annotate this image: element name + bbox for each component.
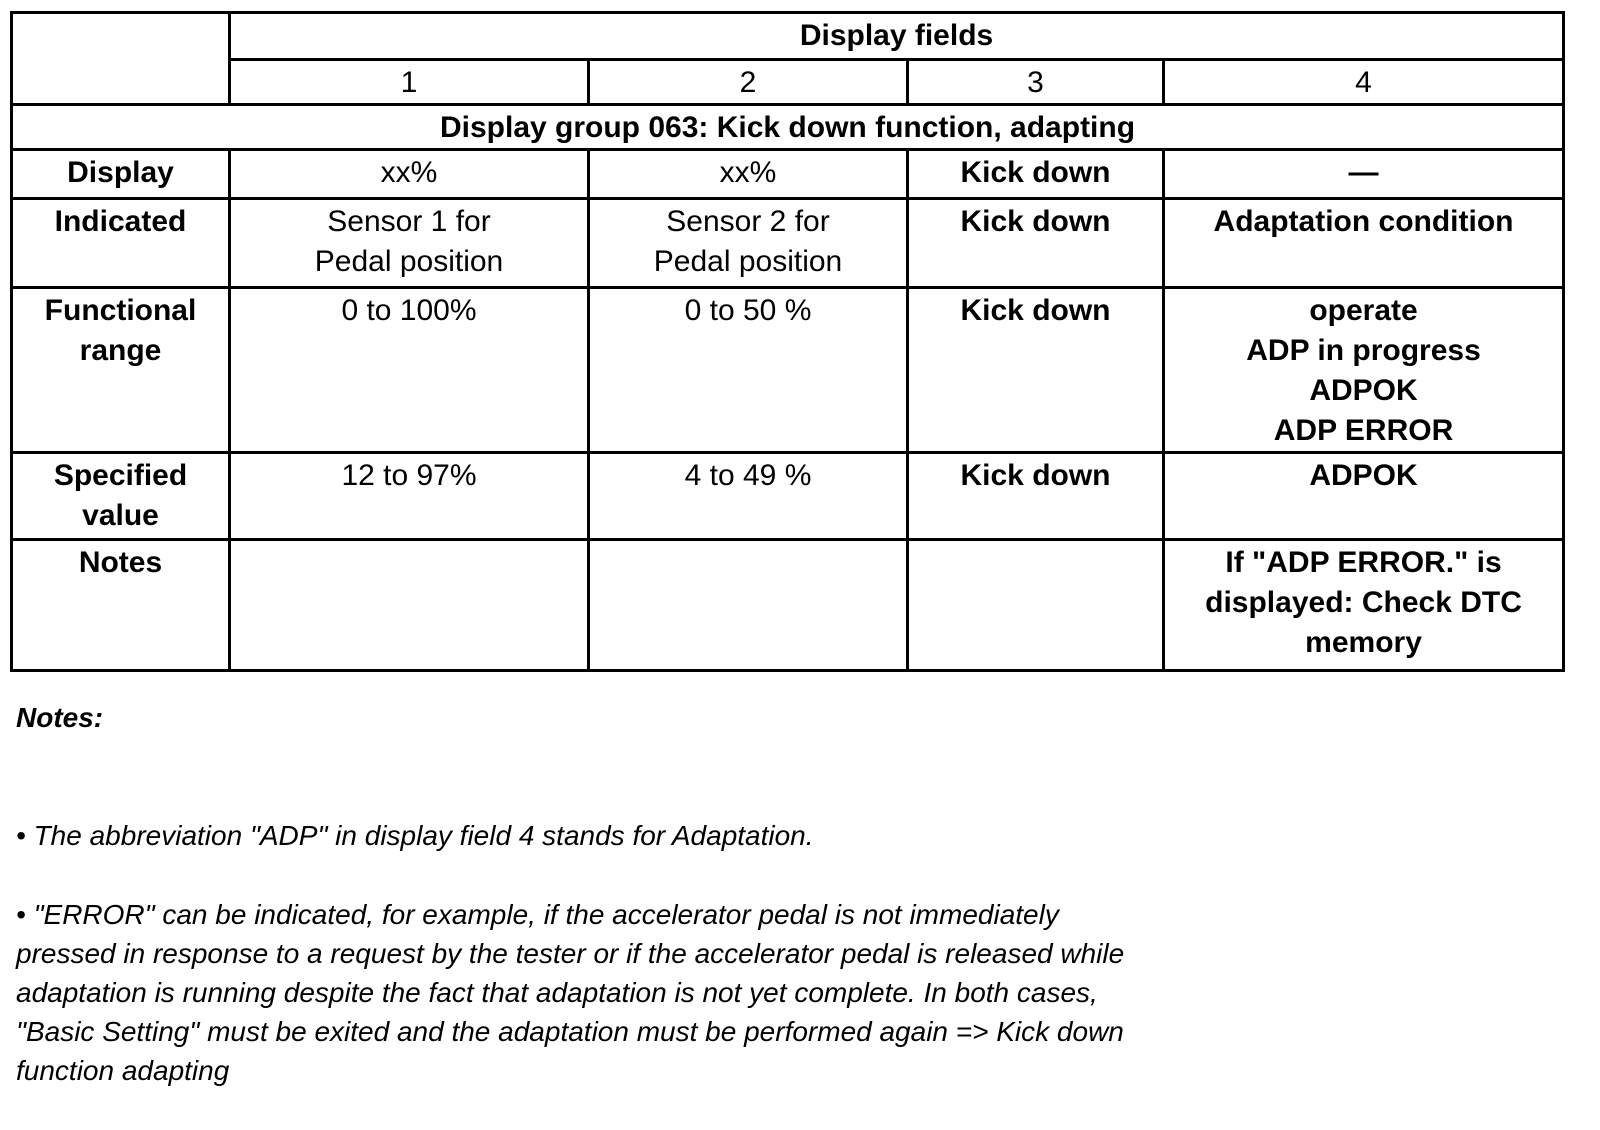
row-label-line: range (79, 334, 162, 367)
display-field-4: — (1164, 150, 1564, 199)
specified-value-field-2: 4 to 49 % (589, 453, 908, 540)
table-row-functional-range (12, 288, 1564, 453)
row-label-specified-value (12, 453, 230, 540)
display-group-table (10, 11, 1565, 672)
indicated-field-2 (589, 199, 908, 288)
field-number-4: 4 (1164, 60, 1564, 105)
display-fields-header: Display fields (230, 13, 1564, 60)
specified-value-field-3: Kick down (908, 453, 1164, 540)
field-number-2: 2 (589, 60, 908, 105)
note-adp-abbreviation: • The abbreviation "ADP" in display field 4 stands for Adaptation. (16, 820, 814, 851)
indicated-field-4: Adaptation condition (1164, 199, 1564, 288)
table-row-specified-value (12, 453, 1564, 540)
display-field-3: Kick down (908, 150, 1164, 199)
notes-field-4-line: memory (1305, 626, 1422, 659)
specified-value-field-1: 12 to 97% (230, 453, 589, 540)
row-label-functional-range (12, 288, 230, 453)
functional-range-field-3: Kick down (908, 288, 1164, 453)
corner-cell (12, 13, 230, 105)
indicated-field-2-line: Sensor 2 for (666, 205, 830, 238)
notes-heading: Notes: (16, 702, 104, 733)
notes-field-3 (908, 540, 1164, 671)
functional-range-field-1: 0 to 100% (230, 288, 589, 453)
field-number-3: 3 (908, 60, 1164, 105)
indicated-field-1-line: Sensor 1 for (327, 205, 491, 238)
field-number-row (12, 60, 1564, 105)
adaptation-state: ADPOK (1309, 374, 1418, 407)
field-number-1: 1 (230, 60, 589, 105)
indicated-field-2-line: Pedal position (653, 245, 843, 278)
notes-field-2 (589, 540, 908, 671)
table-row-display (12, 150, 1564, 199)
table-row-notes (12, 540, 1564, 671)
notes-field-4-line: displayed: Check DTC (1205, 586, 1522, 619)
specified-value-field-4: ADPOK (1164, 453, 1564, 540)
row-label-indicated: Indicated (12, 199, 230, 288)
notes-field-4 (1164, 540, 1564, 671)
indicated-field-1-line: Pedal position (314, 245, 504, 278)
display-field-2: xx% (589, 150, 908, 199)
adaptation-state: ADP in progress (1246, 334, 1481, 367)
functional-range-field-2: 0 to 50 % (589, 288, 908, 453)
functional-range-field-4 (1164, 288, 1564, 453)
display-group-title: Display group 063: Kick down function, adapting (12, 105, 1564, 150)
indicated-field-3: Kick down (908, 199, 1164, 288)
notes-section (16, 698, 1156, 1130)
adaptation-state: ADP ERROR (1273, 414, 1454, 447)
indicated-field-1 (230, 199, 589, 288)
header-row (12, 13, 1564, 60)
note-error-indication: • "ERROR" can be indicated, for example, if the accelerator pedal is not immediately pressed in response to a request by the tester or if the accelerator pedal is released while adaptation is running despite the fact that adaptation is not yet complete. In both cases, "Basic Setting" must be exited and the adaptation must be performed again => Kick down function adapting (16, 899, 1125, 1086)
table-row-indicated (12, 199, 1564, 288)
group-title-row (12, 105, 1564, 150)
display-field-1: xx% (230, 150, 589, 199)
adaptation-state: operate (1309, 294, 1418, 327)
row-label-line: value (82, 499, 159, 532)
notes-field-1 (230, 540, 589, 671)
row-label-line: Functional (44, 294, 197, 327)
row-label-display: Display (12, 150, 230, 199)
row-label-notes: Notes (12, 540, 230, 671)
row-label-line: Specified (53, 459, 188, 492)
notes-field-4-line: If "ADP ERROR." is (1225, 546, 1502, 579)
